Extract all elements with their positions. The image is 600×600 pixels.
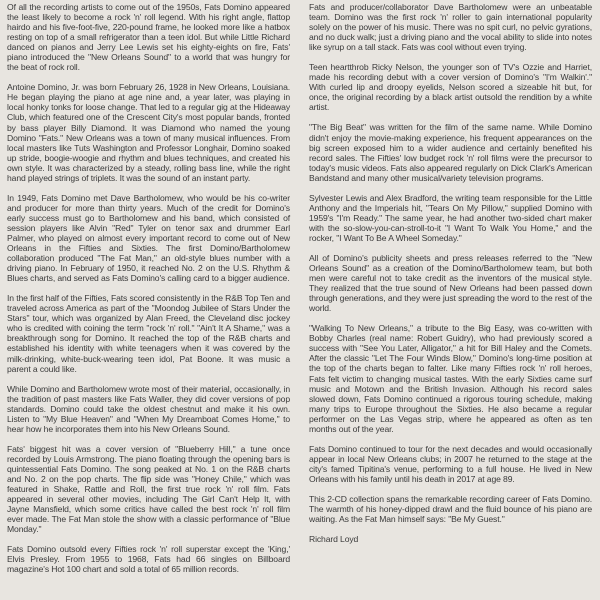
paragraph: Fats' biggest hit was a cover version of "Blueberry Hill," a tune once recorded by Louis Armstrong. The piano floating through the opening bars is quintessential Fats Domino. The song peaked at No. 1 on the R&B charts and No. 2 on the pop charts. The flip side was "Honey Chile," which was featured in Shake, Rattle and Roll, the first true rock 'n' roll film. Fats appeared in several other movies, including The Girl Can't Help It, with Jayne Mansfield, which some critics have called the best rock 'n' roll film ever made. The Fat Man stole the show with a classic performance of "Blue Monday." xyxy=(7,443,290,535)
paragraph: Of all the recording artists to come out of the 1950s, Fats Domino appeared the least likely to become a rock 'n' roll legend. With his right angle, flattop hairdo and his five-foot-five, 220-pound frame, he looked more like a hatbox resting on top of a small refrigerator than a teen idol. But while Little Richard danced on pianos and Jerry Lee Lewis set his eighty-eights on fire, Fats' piano introduced the "New Orleans Sound" to a world that was hungry for the beat of rock roll. xyxy=(7,2,290,73)
right-column xyxy=(309,2,592,600)
paragraph: Sylvester Lewis and Alex Bradford, the writing team responsible for the Little Anthony and the Imperials hit, "Tears On My Pillow," supplied Domino with 1959's "I'm Ready." The same year, he had another two-sided chart maker with the so-slow-you-can-stroll-to-it "I Want To Walk You Home," and the rocker, "I Want To Be A Wheel Someday." xyxy=(309,192,592,243)
paragraph: Teen heartthrob Ricky Nelson, the younger son of TV's Ozzie and Harriet, made his recording debut with a cover version of Domino's "I'm Walkin'." With curled lip and droopy eyelids, Nelson scored a sizeable hit but, for once, the original recording by a black artist outsold the rendition by a white artist. xyxy=(309,62,592,113)
paragraph: Antoine Domino, Jr. was born February 26, 1928 in New Orleans, Louisiana. He began playing the piano at age nine and, a year later, was playing in local honky tonks for loose change. That led to a regular gig at the Hideaway Club, which featured one of the Crescent City's most popular bands, fronted by bass player Billy Diamond. It was Diamond who named the young Domino "Fats." New Orleans was a town of many musical influences. From local masters like Tuts Washington and Professor Longhair, Domino soaked up stride, boogie-woogie and rhythm and blues techniques, and created his own style. It was characterized by a steady, rolling bass line, while the right hand played strings of triplets. It was the sound of an instant party. xyxy=(7,82,290,183)
paragraph: All of Domino's publicity sheets and press releases referred to the "New Orleans Sound" as a creation of the Domino/Bartholomew team, but both men were careful not to take credit as the inventors of the musical style. They realized that the true sound of New Orleans had been passed down through generations, and they were just spreading the word to the rest of the world. xyxy=(309,252,592,314)
paragraph: In 1949, Fats Domino met Dave Bartholomew, who would be his co-writer and producer for more than thirty years. Much of the credit for Domino's early success must go to Bartholomew and his band, which consisted of session players like Alvin "Red" Tyler on tenor sax and drummer Earl Palmer, who played on almost every important record to come out of New Orleans in the Fifties and Sixties. The first Domino/Bartholomew collaboration produced "The Fat Man," an old-style blues number with a driving piano. In February of 1950, it reached No. 2 on the U.S. Rhythm & Blues charts, and served as Fats Domino's calling card to a bigger audience. xyxy=(7,192,290,284)
paragraph: While Domino and Bartholomew wrote most of their material, occasionally, in the tradition of past masters like Fats Waller, they did cover versions of pop standards. Domino could take the oldest chestnut and make it his own. Listen to "My Blue Heaven" and "When My Dreamboat Comes Home," to hear how he incorporates them into his New Orleans Sound. xyxy=(7,383,290,434)
paragraph: "Walking To New Orleans," a tribute to the Big Easy, was co-written with Bobby Charles (real name: Robert Guidry), who had previously scored a success with "See You Later, Alligator," a hit for Bill Haley and the Comets. After the classic "Let The Four Winds Blow," Domino's long-time position at the top of the charts began to falter. Like many Fifties rock 'n' roll heroes, Fats felt victim to changing musical tastes. With the early Sixties came surf music and Motown and the British Invasion. Although his record sales slowed down, Fats Domino continued a rigorous touring schedule, making many trips to Europe throughout the Sixties. He also became a regular performer on the Las Vegas strip, where he appeared as often as ten months out of the year. xyxy=(309,323,592,434)
author-signature: Richard Loyd xyxy=(309,534,359,545)
left-column xyxy=(7,2,290,600)
paragraph: Fats Domino outsold every Fifties rock 'n' roll superstar except the 'King,' Elvis Presley. From 1955 to 1968, Fats had 66 singles on Billboard magazine's Hot 100 chart and sold a total of 65 million records. xyxy=(7,544,290,575)
paragraph: Fats and producer/collaborator Dave Bartholomew were an unbeatable team. Domino was the first rock 'n' roller to gain international popularity solely on the power of his music. There was no spit curl, no pelvic gyrations, and no duck walk; just a driving piano and the vocal ability to slide into notes like syrup on a tall stack. Fats was cool without even trying. xyxy=(309,2,592,53)
paragraph: In the first half of the Fifties, Fats scored consistently in the R&B Top Ten and traveled across America as part of the "Moondog Jubilee of Stars Under the Stars" tour, which was organized by Alan Freed, the Cleveland disc jockey who is credited with coining the term "rock 'n' roll." "Ain't It A Shame," was a breakthrough song for Domino. It reached the top of the R&B charts and established his identity with white teenagers when it was covered by the milk-drinking, white-buck-wearing teen idol, Pat Boone. It was music a parent a could like. xyxy=(7,293,290,374)
paragraph: Fats Domino continued to tour for the next decades and would occasionally appear in local New Orleans clubs; in 2007 he returned to the stage at the city's famed Tipitina's venue, performing to a full house. He lived in New Orleans with his family until his death in 2017 at age 89. xyxy=(309,443,592,484)
paragraph: This 2-CD collection spans the remarkable recording career of Fats Domino. The warmth of his honey-dipped drawl and the fluid bounce of his piano are waiting. As the Fat Man himself says: "Be My Guest." xyxy=(309,493,592,525)
paragraph: "The Big Beat" was written for the film of the same name. While Domino didn't enjoy the movie-making experience, his frequent appearances on the big screen exposed him to a wider audience and certainly benefited his record sales. The Fifties' low budget rock 'n' roll films were the precursor to today's music videos. Fats also appeared regularly on Dick Clark's American Bandstand and many other musical/variety television programs. xyxy=(309,122,592,183)
